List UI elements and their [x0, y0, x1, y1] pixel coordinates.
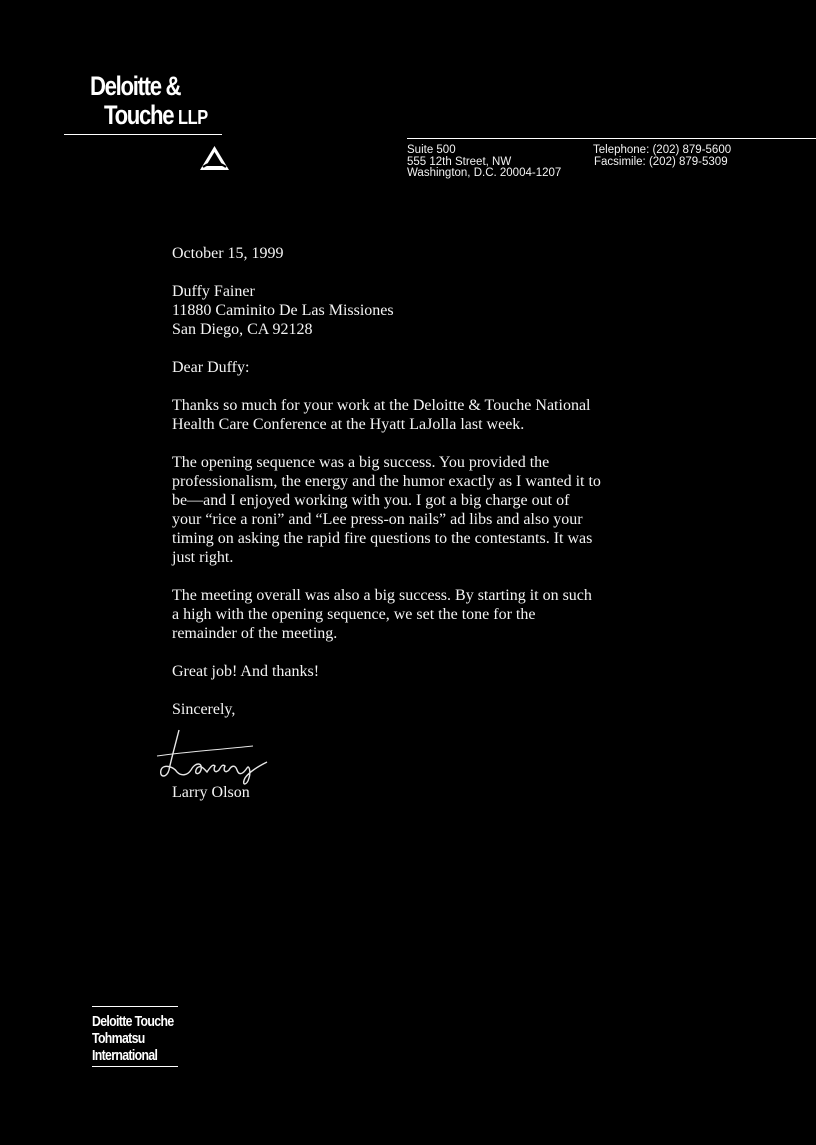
firm-name-llp: LLP [178, 107, 208, 129]
firm-name-touche: Touche [104, 100, 174, 130]
logo-underline [64, 134, 222, 135]
footer-logo [92, 1013, 174, 1064]
handwritten-signature [155, 726, 280, 788]
address-line: 555 12th Street, NW [407, 155, 512, 168]
letter-body [172, 244, 601, 719]
paragraph-line: The meeting overall was also a big success. By starting it on such [172, 587, 592, 604]
recipient-city: San Diego, CA 92128 [172, 321, 313, 338]
footer-top-rule [92, 1006, 178, 1007]
firm-name-line1: Deloitte & [90, 71, 181, 101]
address-line: Washington, D.C. 20004-1207 [407, 167, 562, 179]
office-phones [593, 145, 731, 168]
signer-name: Larry Olson [172, 784, 250, 801]
paragraph-line: just right. [172, 549, 234, 566]
fax-number: Facsimile: (202) 879-5309 [594, 155, 728, 168]
footer-logo-line: Tohmatsu [92, 1030, 145, 1047]
paragraph-line: remainder of the meeting. [172, 625, 338, 642]
triangle-logo-icon [199, 145, 230, 171]
paragraph-line: Thanks so much for your work at the Deloitte & Touche National [172, 397, 591, 414]
paragraph-line: a high with the opening sequence, we set the tone for the [172, 606, 536, 623]
address-rule [407, 138, 816, 139]
recipient-name: Duffy Fainer [172, 283, 255, 300]
office-address [407, 145, 561, 180]
paragraph-line: professionalism, the energy and the humor exactly as I wanted it to [172, 473, 601, 490]
sign-off: Sincerely, [172, 701, 236, 718]
recipient-street: 11880 Caminito De Las Missiones [172, 302, 394, 319]
paragraph-line: Health Care Conference at the Hyatt LaJolla last week. [172, 416, 525, 433]
footer-logo-line: Deloitte Touche [92, 1013, 174, 1030]
paragraph-line: your “rice a roni” and “Lee press-on nails” ad libs and also your [172, 511, 583, 528]
paragraph-line: be—and I enjoyed working with you. I got a big charge out of [172, 492, 570, 509]
paragraph-line: timing on asking the rapid fire questions to the contestants. It was [172, 530, 593, 547]
address-line: Suite 500 [407, 144, 456, 156]
footer-bottom-rule [92, 1066, 178, 1067]
telephone-number: Telephone: (202) 879-5600 [593, 144, 732, 156]
salutation: Dear Duffy: [172, 359, 250, 376]
footer-logo-line: International [92, 1047, 158, 1064]
closing-remark: Great job! And thanks! [172, 663, 320, 680]
paragraph-line: The opening sequence was a big success. You provided the [172, 454, 550, 471]
letter-date: October 15, 1999 [172, 245, 284, 262]
firm-name-line2 [104, 101, 208, 132]
